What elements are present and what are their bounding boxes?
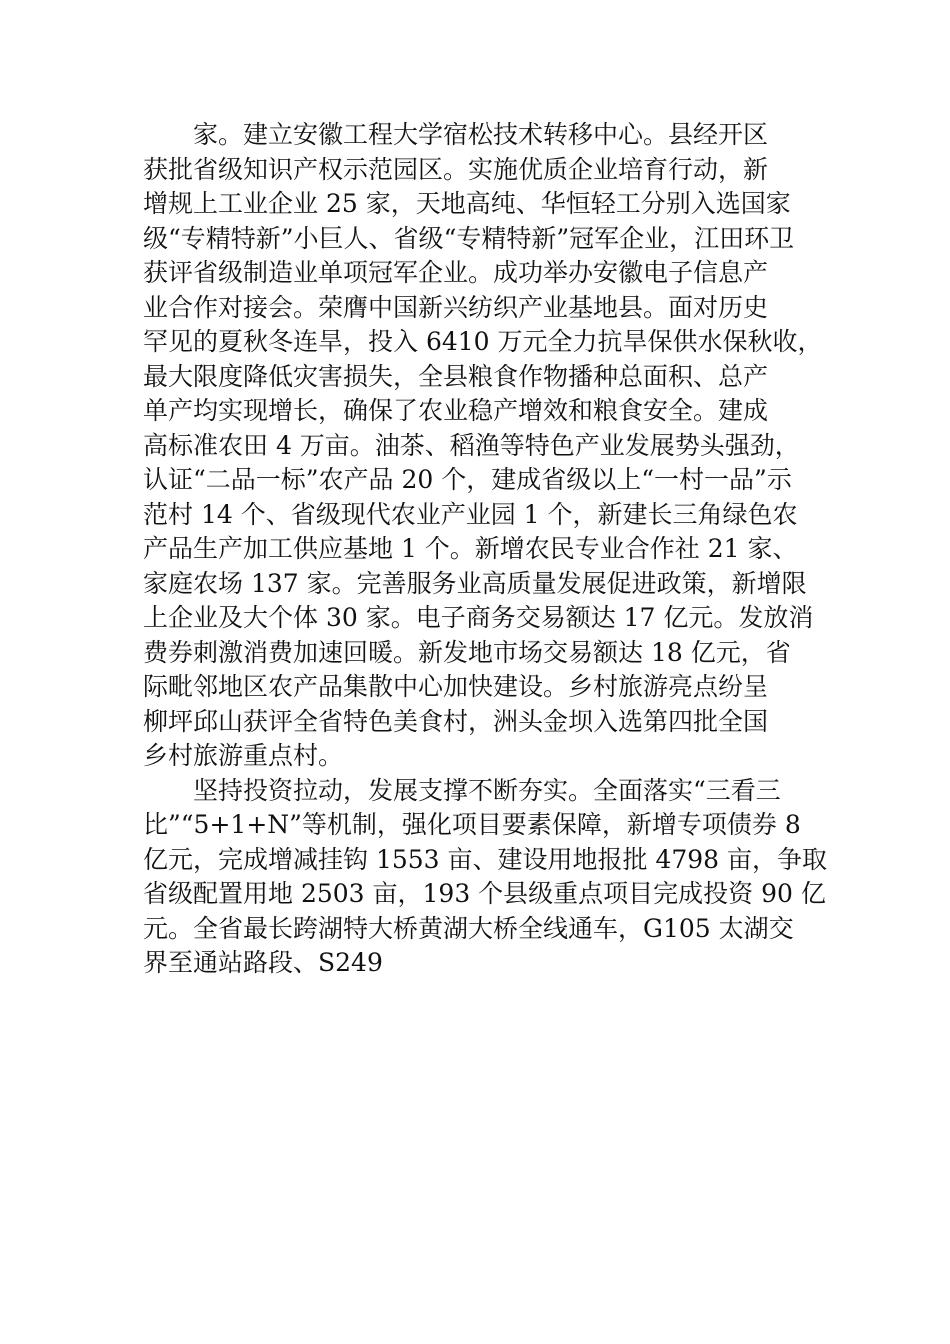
text-line: 罕见的夏秋冬连旱，投入 6410 万元全力抗旱保供水保秋收，: [143, 327, 823, 356]
text-line: 上企业及大个体 30 家。电子商务交易额达 17 亿元。发放消: [143, 603, 814, 632]
document-body: [143, 118, 833, 981]
text-line: 费券刺激消费加速回暖。新发地市场交易额达 18 亿元，省: [143, 637, 791, 667]
text-line: 柳坪邱山获评全省特色美食村，洲头金坝入选第四批全国: [143, 706, 769, 736]
text-line: 比”“5+1+N”等机制，强化项目要素保障，新增专项债券 8: [143, 810, 801, 839]
text-line: 界至通站路段、S249: [143, 948, 383, 977]
text-line: 产品生产加工供应基地 1 个。新增农民专业合作社 21 家、: [143, 534, 798, 563]
text-line: 际毗邻地区农产品集散中心加快建设。乡村旅游亮点纷呈: [143, 672, 769, 701]
text-line: 获评省级制造业单项冠军企业。成功举办安徽电子信息产: [143, 258, 769, 287]
text-line: 业合作对接会。荣膺中国新兴纺织产业基地县。面对历史: [143, 292, 769, 322]
text-line: 家庭农场 137 家。完善服务业高质量发展促进政策，新增限: [143, 568, 807, 598]
text-line: 单产均实现增长，确保了农业稳产增效和粮食安全。建成: [143, 396, 769, 425]
text-line: 家。建立安徽工程大学宿松技术转移中心。县经开区: [193, 120, 769, 149]
text-line: 增规上工业企业 25 家，天地高纯、华恒轻工分别入选国家: [143, 189, 791, 218]
text-line: 乡村旅游重点村。: [143, 741, 344, 770]
text-line: 范村 14 个、省级现代农业产业园 1 个，新建长三角绿色农: [143, 499, 798, 529]
text-line: 省级配置用地 2503 亩，193 个县级重点项目完成投资 90 亿: [143, 879, 826, 908]
text-line: 级“专精特新”小巨人、省级“专精特新”冠军企业，江田环卫: [143, 223, 795, 253]
text-line: 亿元，完成增减挂钩 1553 亩、建设用地报批 4798 亩，争取: [143, 844, 828, 874]
text-line: 高标准农田 4 万亩。油茶、稻渔等特色产业发展势头强劲，: [143, 430, 800, 460]
text-line: 认证“二品一标”农产品 20 个，建成省级以上“一村一品”示: [143, 465, 792, 494]
text-line: 获批省级知识产权示范园区。实施优质企业培育行动，新: [143, 154, 769, 184]
paragraph-1: [143, 118, 833, 774]
paragraph-2: [143, 774, 833, 981]
text-line: 最大限度降低灾害损失，全县粮食作物播种总面积、总产: [143, 361, 769, 391]
text-line: 坚持投资拉动，发展支撑不断夯实。全面落实“三看三: [193, 775, 781, 805]
text-line: 元。全省最长跨湖特大桥黄湖大桥全线通车，G105 太湖交: [143, 913, 794, 943]
